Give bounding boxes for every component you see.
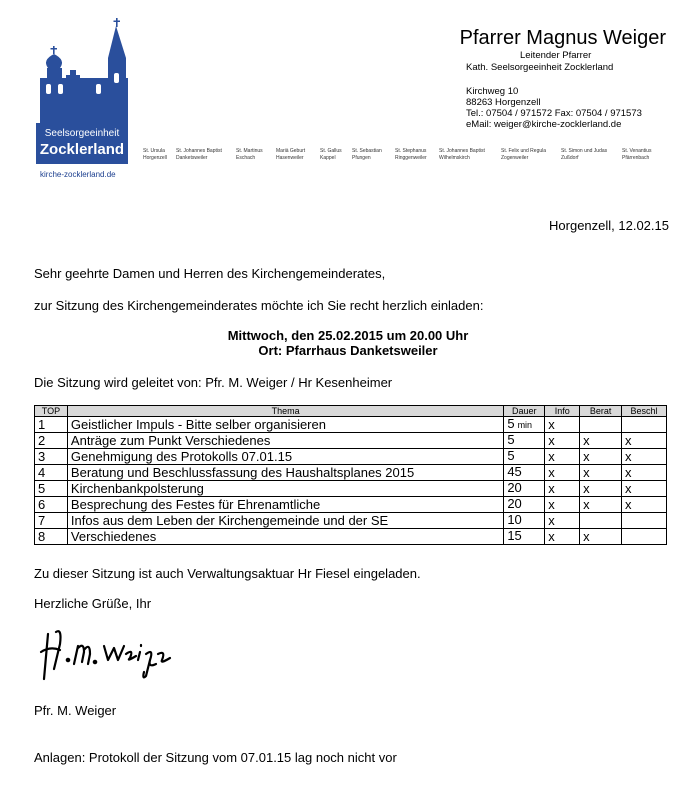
- agenda-header-row: [35, 406, 667, 417]
- agenda-top-value: 6: [38, 496, 46, 512]
- agenda-thema: [67, 497, 503, 513]
- attachment-text: Anlagen: Protokoll der Sitzung vom 07.01.15 lag noch nicht vor: [34, 750, 397, 765]
- parish-name: St. Stephanus: [395, 148, 427, 154]
- parish-place: Horgenzell: [143, 155, 167, 161]
- header-dauer: Dauer: [504, 406, 545, 417]
- guest-text: Zu dieser Sitzung ist auch Verwaltungsaktuar Hr Fiesel eingeladen.: [34, 566, 421, 581]
- agenda-table: [34, 405, 667, 545]
- parish-place: Kappel: [320, 155, 336, 161]
- agenda-berat-value: x: [583, 496, 590, 512]
- agenda-row: [35, 513, 667, 529]
- agenda-thema-value: Verschiedenes: [70, 528, 157, 544]
- agenda-berat: [580, 433, 622, 449]
- agenda-thema: [67, 417, 503, 433]
- parish-place: Wilhelmskirch: [439, 155, 470, 161]
- agenda-info-value: x: [548, 528, 555, 544]
- parish-place: Zogenweiler: [501, 155, 529, 161]
- agenda-info: [545, 513, 580, 529]
- agenda-info-value: x: [548, 448, 555, 464]
- sender-phone: Tel.: 07504 / 971572 Fax: 07504 / 971573: [466, 108, 642, 119]
- agenda-beschl: [622, 449, 667, 465]
- agenda-thema: [67, 481, 503, 497]
- sender-email: eMail: weiger@kirche-zocklerland.de: [466, 119, 622, 130]
- agenda-info: [545, 529, 580, 545]
- parish-entry: [561, 148, 607, 162]
- header-thema: Thema: [67, 406, 503, 417]
- agenda-berat-value: x: [583, 448, 590, 464]
- agenda-dauer: [504, 449, 545, 465]
- agenda-top: [35, 529, 68, 545]
- parish-name: St. Venantius: [622, 148, 652, 154]
- parish-entry: [236, 148, 263, 162]
- parish-name: St. Martinus: [236, 148, 263, 154]
- parish-entry: [276, 148, 305, 162]
- parish-entry: [320, 148, 342, 162]
- agenda-dauer: [504, 529, 545, 545]
- agenda-dauer-value: 5: [507, 448, 515, 463]
- parish-name: St. Johannes Baptist: [176, 148, 222, 154]
- header-top: TOP: [35, 406, 68, 417]
- agenda-dauer: [504, 417, 545, 433]
- agenda-top-value: 1: [38, 416, 46, 432]
- intro-text: zur Sitzung des Kirchengemeinderates möchte ich Sie recht herzlich einladen:: [34, 298, 484, 313]
- agenda-dauer-value: 10: [507, 512, 522, 527]
- agenda-top: [35, 433, 68, 449]
- agenda-info: [545, 449, 580, 465]
- parish-entry: [143, 148, 167, 162]
- parish-name: St. Gallus: [320, 148, 342, 154]
- closing-text: Herzliche Grüße, Ihr: [34, 596, 152, 611]
- agenda-row: [35, 465, 667, 481]
- agenda-berat: [580, 529, 622, 545]
- parish-entry: [439, 148, 485, 162]
- salutation: Sehr geehrte Damen und Herren des Kirchengemeinderates,: [34, 266, 386, 281]
- parish-place: Zußdorf: [561, 155, 579, 161]
- agenda-row: [35, 449, 667, 465]
- agenda-thema: [67, 513, 503, 529]
- agenda-thema: [67, 529, 503, 545]
- agenda-beschl-value: x: [625, 448, 632, 464]
- agenda-thema: [67, 433, 503, 449]
- parish-entry: [176, 148, 222, 162]
- agenda-beschl: [622, 433, 667, 449]
- parish-name: St. Ursula: [143, 148, 165, 154]
- agenda-row: [35, 417, 667, 433]
- agenda-dauer: [504, 465, 545, 481]
- agenda-info-value: x: [548, 496, 555, 512]
- agenda-berat: [580, 497, 622, 513]
- agenda-info-value: x: [548, 480, 555, 496]
- parish-place: Pfärrenbach: [622, 155, 650, 161]
- agenda-top-value: 5: [38, 480, 46, 496]
- agenda-top-value: 3: [38, 448, 46, 464]
- agenda-top: [35, 513, 68, 529]
- sender-unit: Kath. Seelsorgeeinheit Zocklerland: [466, 62, 614, 73]
- agenda-thema-value: Beratung und Beschlussfassung des Haushaltsplanes 2015: [70, 464, 415, 480]
- agenda-dauer-value: 20: [507, 496, 522, 511]
- sender-name: Pfarrer Magnus Weiger: [459, 27, 666, 49]
- parish-place: Eschach: [236, 155, 256, 161]
- agenda-dauer-value: 45: [507, 464, 522, 479]
- agenda-info: [545, 481, 580, 497]
- parish-name: Mariä Geburt: [276, 148, 306, 154]
- agenda-beschl: [622, 497, 667, 513]
- parish-entry: [501, 148, 546, 162]
- chair-text: Die Sitzung wird geleitet von: Pfr. M. Weiger / Hr Kesenheimer: [34, 375, 393, 390]
- parish-name: St. Felix und Regula: [501, 148, 547, 154]
- agenda-berat: [580, 465, 622, 481]
- agenda-top-value: 4: [38, 464, 46, 480]
- agenda-berat-value: x: [583, 528, 590, 544]
- meeting-when: Mittwoch, den 25.02.2015 um 20.00 Uhr: [227, 328, 469, 343]
- agenda-dauer: [504, 481, 545, 497]
- agenda-dauer: [504, 513, 545, 529]
- agenda-beschl: [622, 481, 667, 497]
- agenda-beschl: [622, 417, 667, 433]
- agenda-beschl-value: x: [625, 432, 632, 448]
- agenda-dauer-value: 5: [507, 416, 515, 431]
- agenda-berat-value: x: [583, 464, 590, 480]
- agenda-dauer: [504, 433, 545, 449]
- agenda-top: [35, 417, 68, 433]
- logo-line-1: Seelsorgeeinheit: [44, 128, 120, 139]
- signature-icon: [38, 624, 178, 684]
- agenda-top: [35, 449, 68, 465]
- agenda-dauer: [504, 497, 545, 513]
- agenda-top-value: 8: [38, 528, 46, 544]
- agenda-dauer-value: 15: [507, 528, 522, 543]
- signer-name: Pfr. M. Weiger: [34, 703, 117, 718]
- agenda-beschl: [622, 465, 667, 481]
- logo-url: kirche-zocklerland.de: [40, 170, 116, 179]
- agenda-thema: [67, 465, 503, 481]
- sender-role: Leitender Pfarrer: [520, 50, 592, 61]
- agenda-thema-value: Kirchenbankpolsterung: [70, 480, 204, 496]
- agenda-info: [545, 433, 580, 449]
- agenda-beschl-value: x: [625, 480, 632, 496]
- parish-entry: [352, 148, 382, 162]
- agenda-top: [35, 497, 68, 513]
- agenda-info-value: x: [548, 416, 555, 432]
- parish-place: Danketsweiler: [176, 155, 208, 161]
- sender-city: 88263 Horgenzell: [466, 97, 541, 108]
- agenda-top-value: 2: [38, 432, 46, 448]
- agenda-row: [35, 497, 667, 513]
- parish-logo: [36, 18, 128, 164]
- agenda-berat: [580, 417, 622, 433]
- header-beschl: Beschl: [622, 406, 667, 417]
- agenda-thema-value: Genehmigung des Protokolls 07.01.15: [70, 448, 293, 464]
- parish-name: St. Johannes Baptist: [439, 148, 485, 154]
- agenda-berat: [580, 481, 622, 497]
- parish-name: St. Simon und Judas: [561, 148, 608, 154]
- agenda-row: [35, 433, 667, 449]
- header-berat: Berat: [580, 406, 622, 417]
- agenda-beschl: [622, 513, 667, 529]
- agenda-row: [35, 481, 667, 497]
- agenda-info: [545, 417, 580, 433]
- agenda-thema: [67, 449, 503, 465]
- agenda-dauer-value: 5: [507, 432, 515, 447]
- agenda-info: [545, 465, 580, 481]
- logo-line-2: Zocklerland: [39, 141, 125, 158]
- agenda-dauer-unit: min: [517, 420, 533, 430]
- agenda-dauer-value: 20: [507, 480, 522, 495]
- agenda-berat-value: x: [583, 480, 590, 496]
- agenda-thema-value: Infos aus dem Leben der Kirchengemeinde und der SE: [70, 512, 389, 528]
- header-info: Info: [545, 406, 580, 417]
- agenda-info: [545, 497, 580, 513]
- meeting-where: Ort: Pfarrhaus Danketsweiler: [258, 343, 438, 358]
- agenda-row: [35, 529, 667, 545]
- agenda-beschl-value: x: [625, 464, 632, 480]
- agenda-thema-value: Geistlicher Impuls - Bitte selber organisieren: [70, 416, 326, 432]
- agenda-thema-value: Besprechung des Festes für Ehrenamtliche: [70, 496, 321, 512]
- agenda-top: [35, 465, 68, 481]
- agenda-top-value: 7: [38, 512, 46, 528]
- letter-date: Horgenzell, 12.02.15: [549, 218, 669, 233]
- agenda-thema-value: Anträge zum Punkt Verschiedenes: [70, 432, 271, 448]
- agenda-top: [35, 481, 68, 497]
- agenda-berat: [580, 513, 622, 529]
- agenda-info-value: x: [548, 464, 555, 480]
- agenda-info-value: x: [548, 512, 555, 528]
- agenda-info-value: x: [548, 432, 555, 448]
- agenda-beschl-value: x: [625, 496, 632, 512]
- agenda-berat-value: x: [583, 432, 590, 448]
- agenda-berat: [580, 449, 622, 465]
- parish-place: Hasenweiler: [276, 155, 304, 161]
- parish-name: St. Sebastian: [352, 148, 382, 154]
- sender-street: Kirchweg 10: [466, 86, 519, 97]
- parish-entry: [395, 148, 427, 162]
- parish-place: Pfungen: [352, 155, 371, 161]
- agenda-beschl: [622, 529, 667, 545]
- parish-entry: [622, 148, 651, 162]
- parish-place: Ringgenweiler: [395, 155, 427, 161]
